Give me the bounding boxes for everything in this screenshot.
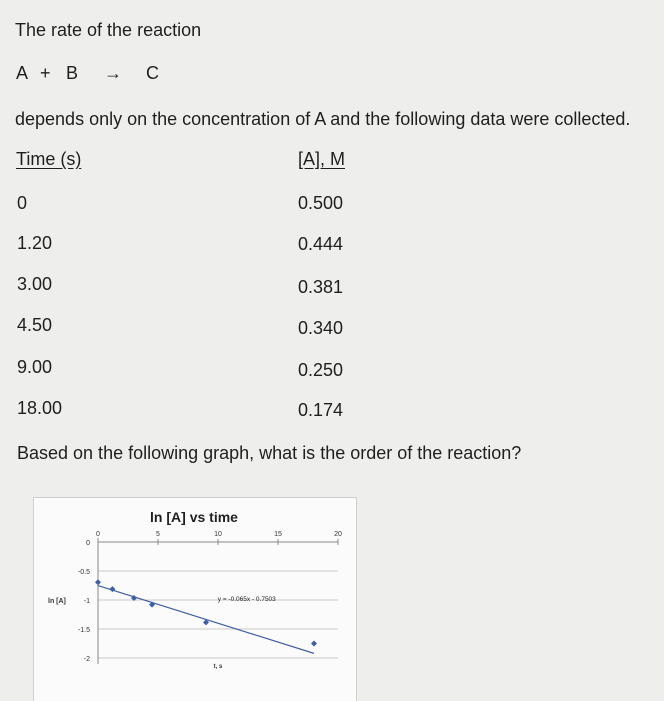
table-cell-time: 9.00: [17, 357, 53, 377]
x-tick-label: 10: [214, 531, 222, 538]
table-cell-time: 4.50: [17, 315, 53, 335]
ln-a-vs-time-chart: [33, 497, 357, 701]
reactant-b: B: [66, 63, 79, 83]
table-header-concentration: [A], M: [298, 149, 346, 169]
reaction-arrow-icon: →: [104, 63, 122, 83]
y-tick-label: -1.5: [77, 627, 90, 634]
table-cell-time: 0: [17, 193, 28, 213]
table-cell-time: 3.00: [17, 274, 53, 294]
question-intro: The rate of the reaction: [15, 20, 202, 40]
chart-svg: [34, 498, 356, 701]
y-tick-label: -1: [83, 598, 90, 605]
x-tick-label: 20: [334, 531, 342, 538]
reactant-a: A: [16, 63, 29, 83]
table-cell-concentration: 0.381: [298, 277, 344, 297]
x-tick-label: 5: [156, 531, 160, 538]
data-point: [95, 579, 101, 585]
table-cell-concentration: 0.174: [298, 400, 344, 420]
table-cell-concentration: 0.250: [298, 360, 344, 380]
table-header-time: Time (s): [16, 149, 82, 169]
data-point: [311, 640, 317, 646]
y-tick-label: 0: [86, 540, 90, 547]
x-tick-label: 0: [96, 531, 100, 538]
question-prompt: Based on the following graph, what is the order of the reaction?: [17, 443, 522, 463]
product-c: C: [146, 63, 159, 83]
table-cell-concentration: 0.340: [298, 318, 344, 338]
table-cell-concentration: 0.444: [298, 234, 344, 254]
x-tick-label: 15: [274, 531, 282, 538]
chart-title: ln [A] vs time: [150, 509, 238, 525]
table-cell-time: 18.00: [17, 398, 63, 418]
table-cell-time: 1.20: [17, 233, 53, 253]
data-point: [149, 602, 155, 608]
y-axis-label: ln [A]: [48, 598, 66, 605]
trendline-equation: y = -0.065x - 0.7503: [217, 596, 276, 604]
y-tick-label: -0.5: [77, 569, 90, 576]
x-axis-label: t, s: [213, 664, 223, 670]
table-cell-concentration: 0.500: [298, 193, 344, 213]
y-tick-label: -2: [83, 656, 90, 663]
plus-sign: +: [40, 63, 51, 83]
question-description: depends only on the concentration of A and the following data were collected.: [15, 109, 631, 129]
